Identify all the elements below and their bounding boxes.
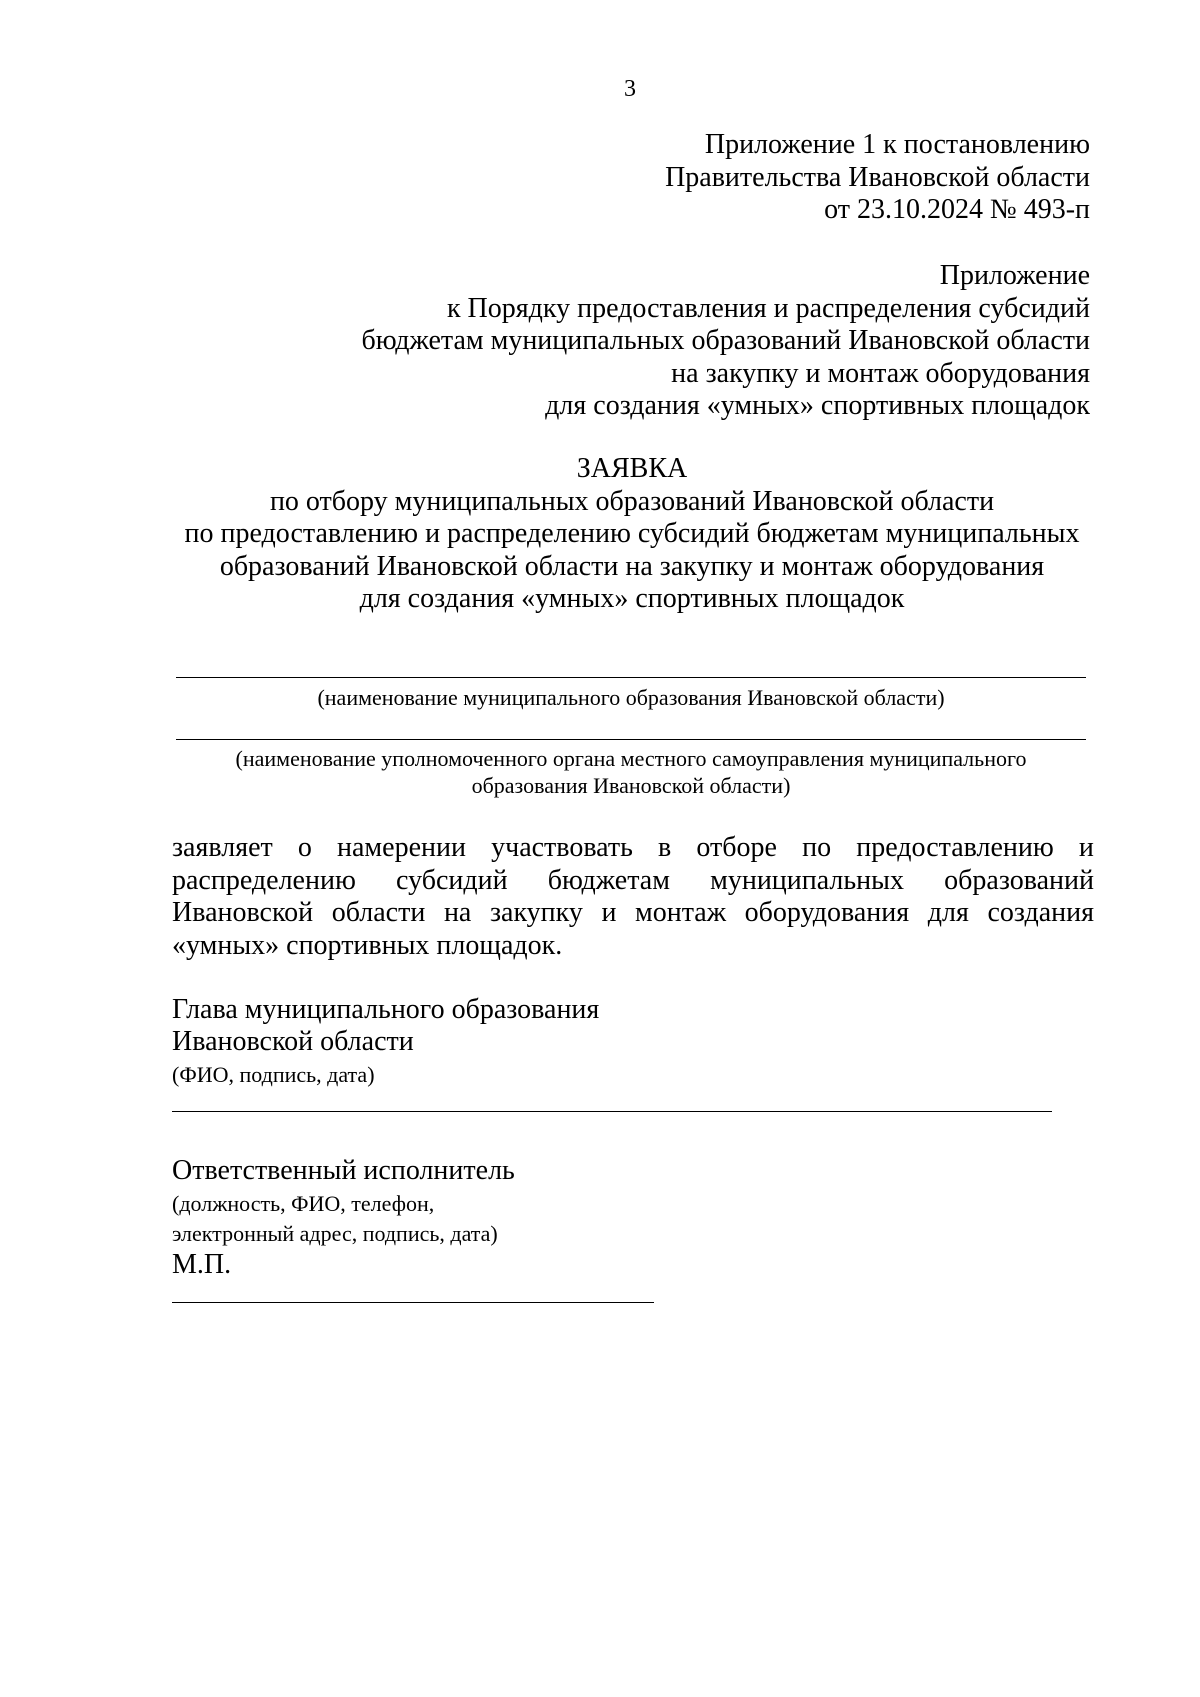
municipality-name-line[interactable] — [176, 677, 1086, 678]
title-line: образований Ивановской области на закупку и монтаж оборудования — [219, 550, 1045, 582]
word: Ивановской — [172, 897, 314, 928]
head-signature-note: (ФИО, подпись, дата) — [172, 1062, 375, 1087]
word: для — [927, 897, 969, 928]
document-title — [172, 453, 1092, 616]
word: заявляет — [172, 832, 273, 863]
word: распределению — [172, 864, 356, 896]
title-line: для создания «умных» спортивных площадок — [359, 583, 905, 614]
word: о — [297, 832, 312, 863]
word: бюджетам — [547, 864, 670, 896]
appendix-1-line: от 23.10.2024 № 493-п — [824, 194, 1090, 225]
statement-line-3 — [172, 897, 1094, 930]
word: оборудования — [744, 897, 910, 928]
word: участвовать — [491, 832, 633, 863]
title-line: по отбору муниципальных образований Ивановской области — [269, 485, 995, 517]
appendix-2-line: Приложение — [939, 260, 1090, 291]
appendix-2-line: бюджетам муниципальных образований Ивановской области — [361, 325, 1090, 356]
word: области — [331, 897, 426, 928]
statement-line-4 — [172, 930, 1094, 963]
word: намерении — [337, 832, 466, 863]
head-signature-line[interactable] — [172, 1111, 1052, 1112]
page-number: 3 — [624, 76, 636, 102]
word: монтаж — [635, 897, 727, 928]
word: на — [443, 897, 472, 928]
statement-paragraph — [172, 832, 1094, 962]
word: образований — [944, 864, 1094, 896]
appendix-2-line: для создания «умных» спортивных площадок — [545, 390, 1090, 421]
appendix-2-line: к Порядку предоставления и распределения субсидий — [446, 292, 1090, 324]
executor-title: Ответственный исполнитель — [172, 1155, 515, 1186]
title-line: по предоставлению и распределению субсидий бюджетам муниципальных — [184, 518, 1080, 549]
word: предоставлению — [856, 832, 1054, 863]
caption-text: (наименование муниципального образования Ивановской области) — [317, 685, 945, 710]
authority-name-caption — [176, 745, 1086, 799]
word: в — [658, 832, 672, 863]
statement-last-line: «умных» спортивных площадок. — [172, 929, 563, 961]
appendix-1-header — [665, 129, 1090, 227]
head-title-line-1: Глава муниципального образования — [172, 994, 600, 1025]
executor-signature-line[interactable] — [172, 1302, 654, 1303]
appendix-1-line: Приложение 1 к постановлению — [704, 129, 1090, 160]
word: по — [802, 832, 832, 863]
executor-note-line-2: электронный адрес, подпись, дата) — [172, 1221, 498, 1246]
municipality-name-caption — [176, 684, 1086, 711]
title-heading: ЗАЯВКА — [576, 453, 688, 484]
statement-line-1 — [172, 832, 1094, 865]
appendix-1-line: Правительства Ивановской области — [665, 161, 1090, 193]
word: отборе — [696, 832, 777, 863]
appendix-2-line: на закупку и монтаж оборудования — [671, 357, 1090, 389]
caption-text: (наименование уполномоченного органа местного самоуправления муниципального — [235, 746, 1027, 771]
word: муниципальных — [710, 864, 904, 896]
caption-text: образования Ивановской области) — [471, 773, 791, 798]
appendix-2-header — [361, 260, 1090, 423]
executor-note-line-1: (должность, ФИО, телефон, — [172, 1191, 435, 1216]
authority-name-line[interactable] — [176, 739, 1086, 740]
word: закупку — [489, 897, 583, 928]
statement-line-2 — [172, 865, 1094, 898]
stamp-placeholder: М.П. — [172, 1249, 232, 1280]
word: субсидий — [396, 864, 508, 896]
head-title-line-2: Ивановской области — [172, 1026, 414, 1057]
word: и — [1078, 832, 1094, 863]
word: создания — [987, 897, 1094, 928]
word: и — [601, 897, 617, 928]
